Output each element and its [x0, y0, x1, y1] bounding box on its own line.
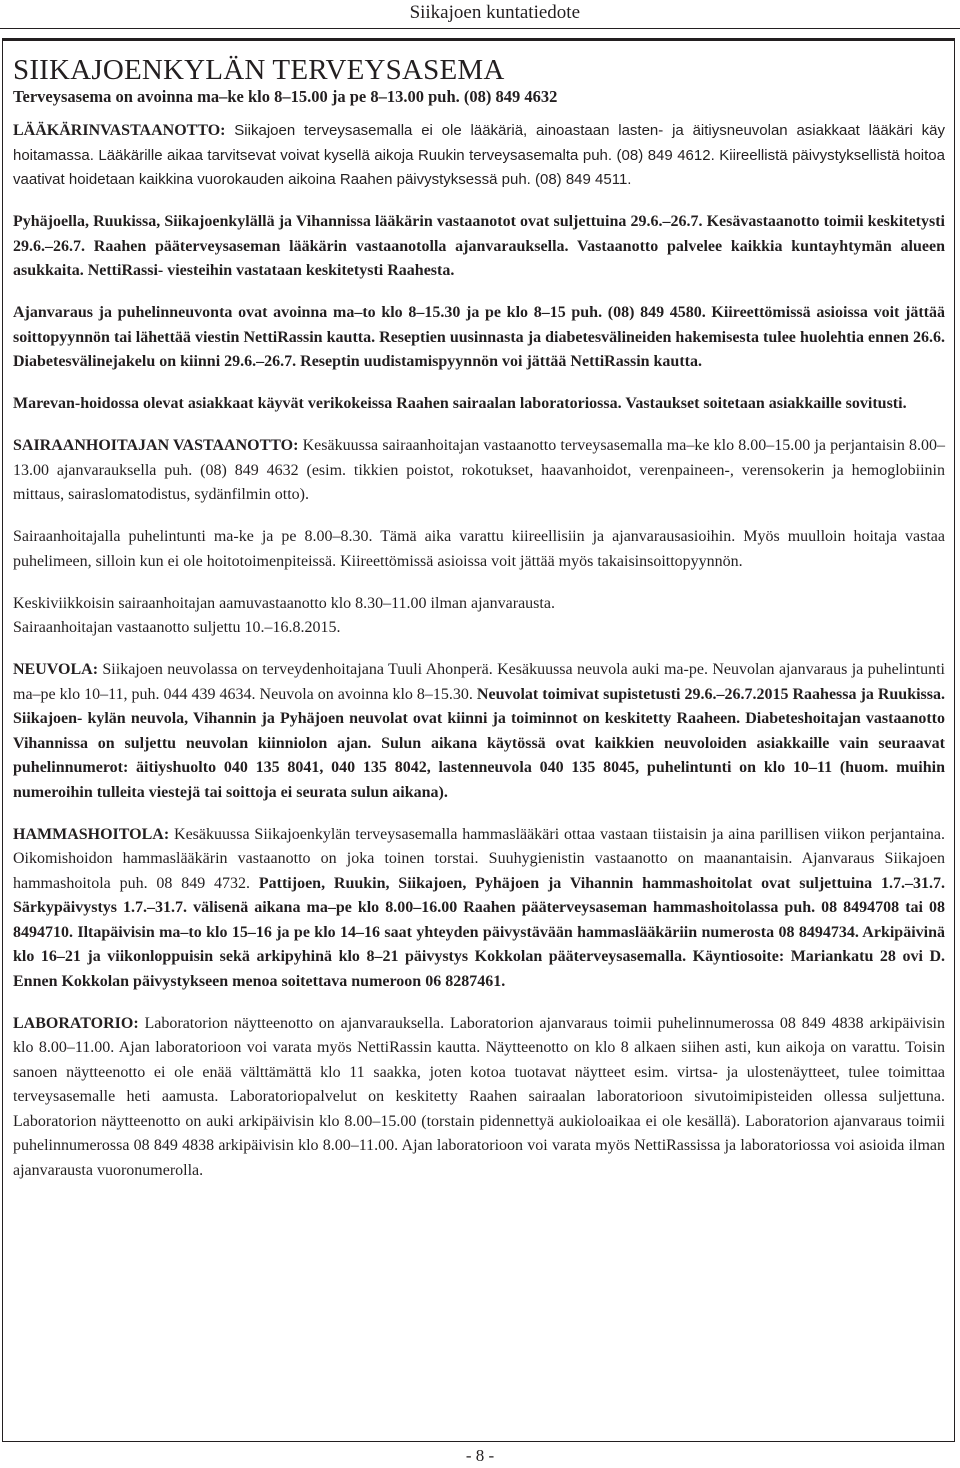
doctor-closure-notice: Pyhäjoella, Ruukissa, Siikajoenkylällä ja Vihannissa lääkärin vastaanotot ovat suljettuina 29.6.–26.7. Kesävastaanotto toimii keskitetysti 29.6.–26.7. Raahen pääterveysaseman lääkärin vastaanotolla ajanvarauksella. Vastaanotto palvelee kaikkia kuntayhtymän alueen asukkaita. NettiRassi- viesteihin vastataan keskitetysti Raahesta. [13, 213, 945, 279]
neuvola-text: Siikajoen neuvolassa on terveydenhoitajana Tuuli Ahonperä. Kesäkuussa neuvola auki ma-pe. Neuvolan ajanvaraus ja puhelintunti ma–pe klo 10–11, puh. 044 439 4634. Neuvola on avoinna klo 8–15.30. [13, 661, 945, 703]
article-title: SIIKAJOENKYLÄN TERVEYSASEMA [13, 54, 505, 86]
nurse-text: Kesäkuussa sairaanhoitajan vastaanotto terveysasemalla ma–ke klo 8.00–15.00 ja perjantaisin 8.00–13.00 ajanvarauksella puh. (08) 849 4632 (esim. tikkien poistot, rokotukset, haavanhoidot, verenpaineen-, verensokerin ja hemoglobiinin mittaus, sairaslomatodistus, sydänfilmin otto). [13, 437, 946, 503]
marevan-notice: Marevan-hoidossa olevat asiakkaat käyvät verikokeissa Raahen sairaalan laboratoriossa. Vastaukset soitetaan asiakkaille sovitusti. [13, 395, 907, 412]
dental-section [13, 823, 945, 995]
page-header [0, 0, 960, 30]
nurse-phone-hours: Sairaanhoitajalla puhelintunti ma-ke ja pe 8.00–8.30. Tämä aika varattu kiireellisiin ja ajanvarausasioihin. Myös muulloin hoitaja vastaa puhelimeen, silloin kun ei ole hoitotoimenpiteissä. Kiireettömissä asioissa voit jättää myös takaisinsoittopyynnön. [13, 528, 945, 570]
neuvola-bold-text: Neuvolat toimivat supistetusti 29.6.–26.7.2015 Raahessa ja Ruukissa. Siikajoen- kylän neuvola, Vihannin ja Pyhäjoen neuvolat ovat kiinni ja toiminnot on keskitetty Raaheen. Diabeteshoitajan vastaanotto Vihannissa on suljettu neuvolan kiinniolon ajan. Sulun aikana käytössä ovat kaikkien neuvoloiden asiakkaille vain seuraavat puhelinnumerot: äitiyshuolto 040 135 8041, 040 135 8042, lastenneuvola 040 135 8045, puhelintunti on klo 10–11 (huom. muihin numeroihin tulleita viestejä tai soittoja ei seurata sulun aikana). [13, 685, 945, 801]
lab-section [13, 1012, 945, 1184]
article-frame [2, 38, 955, 1442]
nurse-closed-notice: Sairaanhoitajan vastaanotto suljettu 10.–16.8.2015. [13, 619, 341, 636]
nurse-heading: SAIRAANHOITAJAN VASTAANOTTO: [13, 437, 299, 454]
nurse-morning-clinic: Keskiviikkoisin sairaanhoitajan aamuvastaanotto klo 8.30–11.00 ilman ajanvarausta. [13, 594, 555, 612]
doctor-text: Siikajoen terveysasemalla ei ole lääkäriä, ainoastaan lasten- ja äitiysneuvolan asiakkaat lääkäri käy hoitamassa. Lääkärille aikaa tarvitsevat voivat kysellä aikoja Ruukin terveysasemalta puh. (08) 849 4612. Kiireellistä päivystyksellistä hoitoa vaativat hoidetaan kaikkina vuorokauden aikoina Raahen päivystyksessä puh. (08) 849 4511. [13, 122, 945, 188]
nurse-section [13, 434, 945, 508]
dental-bold-text: Pattijoen, Ruukin, Siikajoen, Pyhäjoen ja Vihannin hammashoitolat ovat suljettuina 1.7.–31.7. Särkypäivystys 1.7.–31.7. välisenä aikana ma–pe klo 8.00–16.00 Raahen pääterveysaseman hammashoitolassa puh. 08 8494708 tai 08 8494710. Iltapäivisin ma–to klo 15–16 ja pe klo 14–16 saat yhteyden päivystävään hammaslääkäriin numerosta 08 8494734. Arkipäivinä klo 16–21 ja viikonloppuisin sekä arkipyhinä klo 8–21 päivystys Kokkolan pääterveysasemalla. Käyntiosoite: Mariankatu 28 ovi D. Ennen Kokkolan päivystykseen menoa soitettava numeroon 06 8287461. [13, 874, 945, 990]
opening-hours: Terveysasema on avoinna ma–ke klo 8–15.00 ja pe 8–13.00 puh. (08) 849 4632 [13, 87, 558, 106]
doctor-section [13, 119, 945, 193]
dental-heading: HAMMASHOITOLA: [13, 825, 170, 843]
dental-text: Kesäkuussa Siikajoenkylän terveysasemalla hammaslääkäri ottaa vastaan tiistaisin ja aina parillisen viikon perjantaina. Oikomishoidon hammaslääkärin vastaanotto on joka toinen torstai. Suuhygienistin vastaanotto on maanantaisin. Ajanvaraus Siikajoen hammashoitola puh. 08 849 4732. [13, 825, 945, 892]
page-number: - 8 - [465, 1446, 495, 1465]
header-rule [0, 28, 960, 29]
neuvola-heading: NEUVOLA: [13, 661, 99, 678]
lab-text: Laboratorion näytteenotto on ajanvarauksella. Laboratorion ajanvaraus toimii puhelinnumerossa 08 849 4838 arkipäivisin klo 8.00–11.00. Ajan laboratorioon voi varata myös NettiRassin kautta. Näytteenotto on klo 8 alkaen siihen asti, kun aikoja on varattu. Toisin sanoen näytteenotto ei ole enää välttämättä klo 11 saakka, joten kotoa tuotavat näytteet esim. virtsa- ja ulostenäytteet, tulee toimittaa terveysasemalle heti aamusta. Laboratoriopalvelut on keskitetty Raahen sairaalan laboratorioon sivutoimipisteiden ollessa suljettuna. Laboratorion näytteenotto on auki arkipäivisin klo 8.00–15.00 (torstain pidennettyä aukioloaikaa ei ole kesällä). Laboratorion ajanvaraus toimii puhelinnumerossa 08 849 4838 arkipäivisin klo 8.00–11.00. Ajan laboratorioon voi varata myös NettiRassissa ja laboratoriossa voi asioida ilman ajanvarausta vuoronumerolla. [13, 1014, 945, 1179]
lab-heading: LABORATORIO: [13, 1014, 139, 1032]
nurse-extra [13, 592, 945, 641]
doctor-heading: LÄÄKÄRINVASTAANOTTO: [13, 122, 226, 139]
neuvola-section [13, 658, 945, 805]
article-body [13, 55, 945, 1201]
publication-title: Siikajoen kuntatiedote [409, 2, 580, 23]
appointment-notice: Ajanvaraus ja puhelinneuvonta ovat avoinna ma–to klo 8–15.30 ja pe klo 8–15 puh. (08) 849 4580. Kiireettömissä asioissa voit jättää soittopyynnön tai lähettää viestin NettiRassin kautta. Reseptien uusinnasta ja diabetesvälineiden hakemisesta tulee huolehtia ennen 26.6. Diabetesvälinejakelu on kiinni 29.6.–26.7. Reseptin uudistamispyynnön voi jättää NettiRassin kautta. [13, 304, 945, 370]
